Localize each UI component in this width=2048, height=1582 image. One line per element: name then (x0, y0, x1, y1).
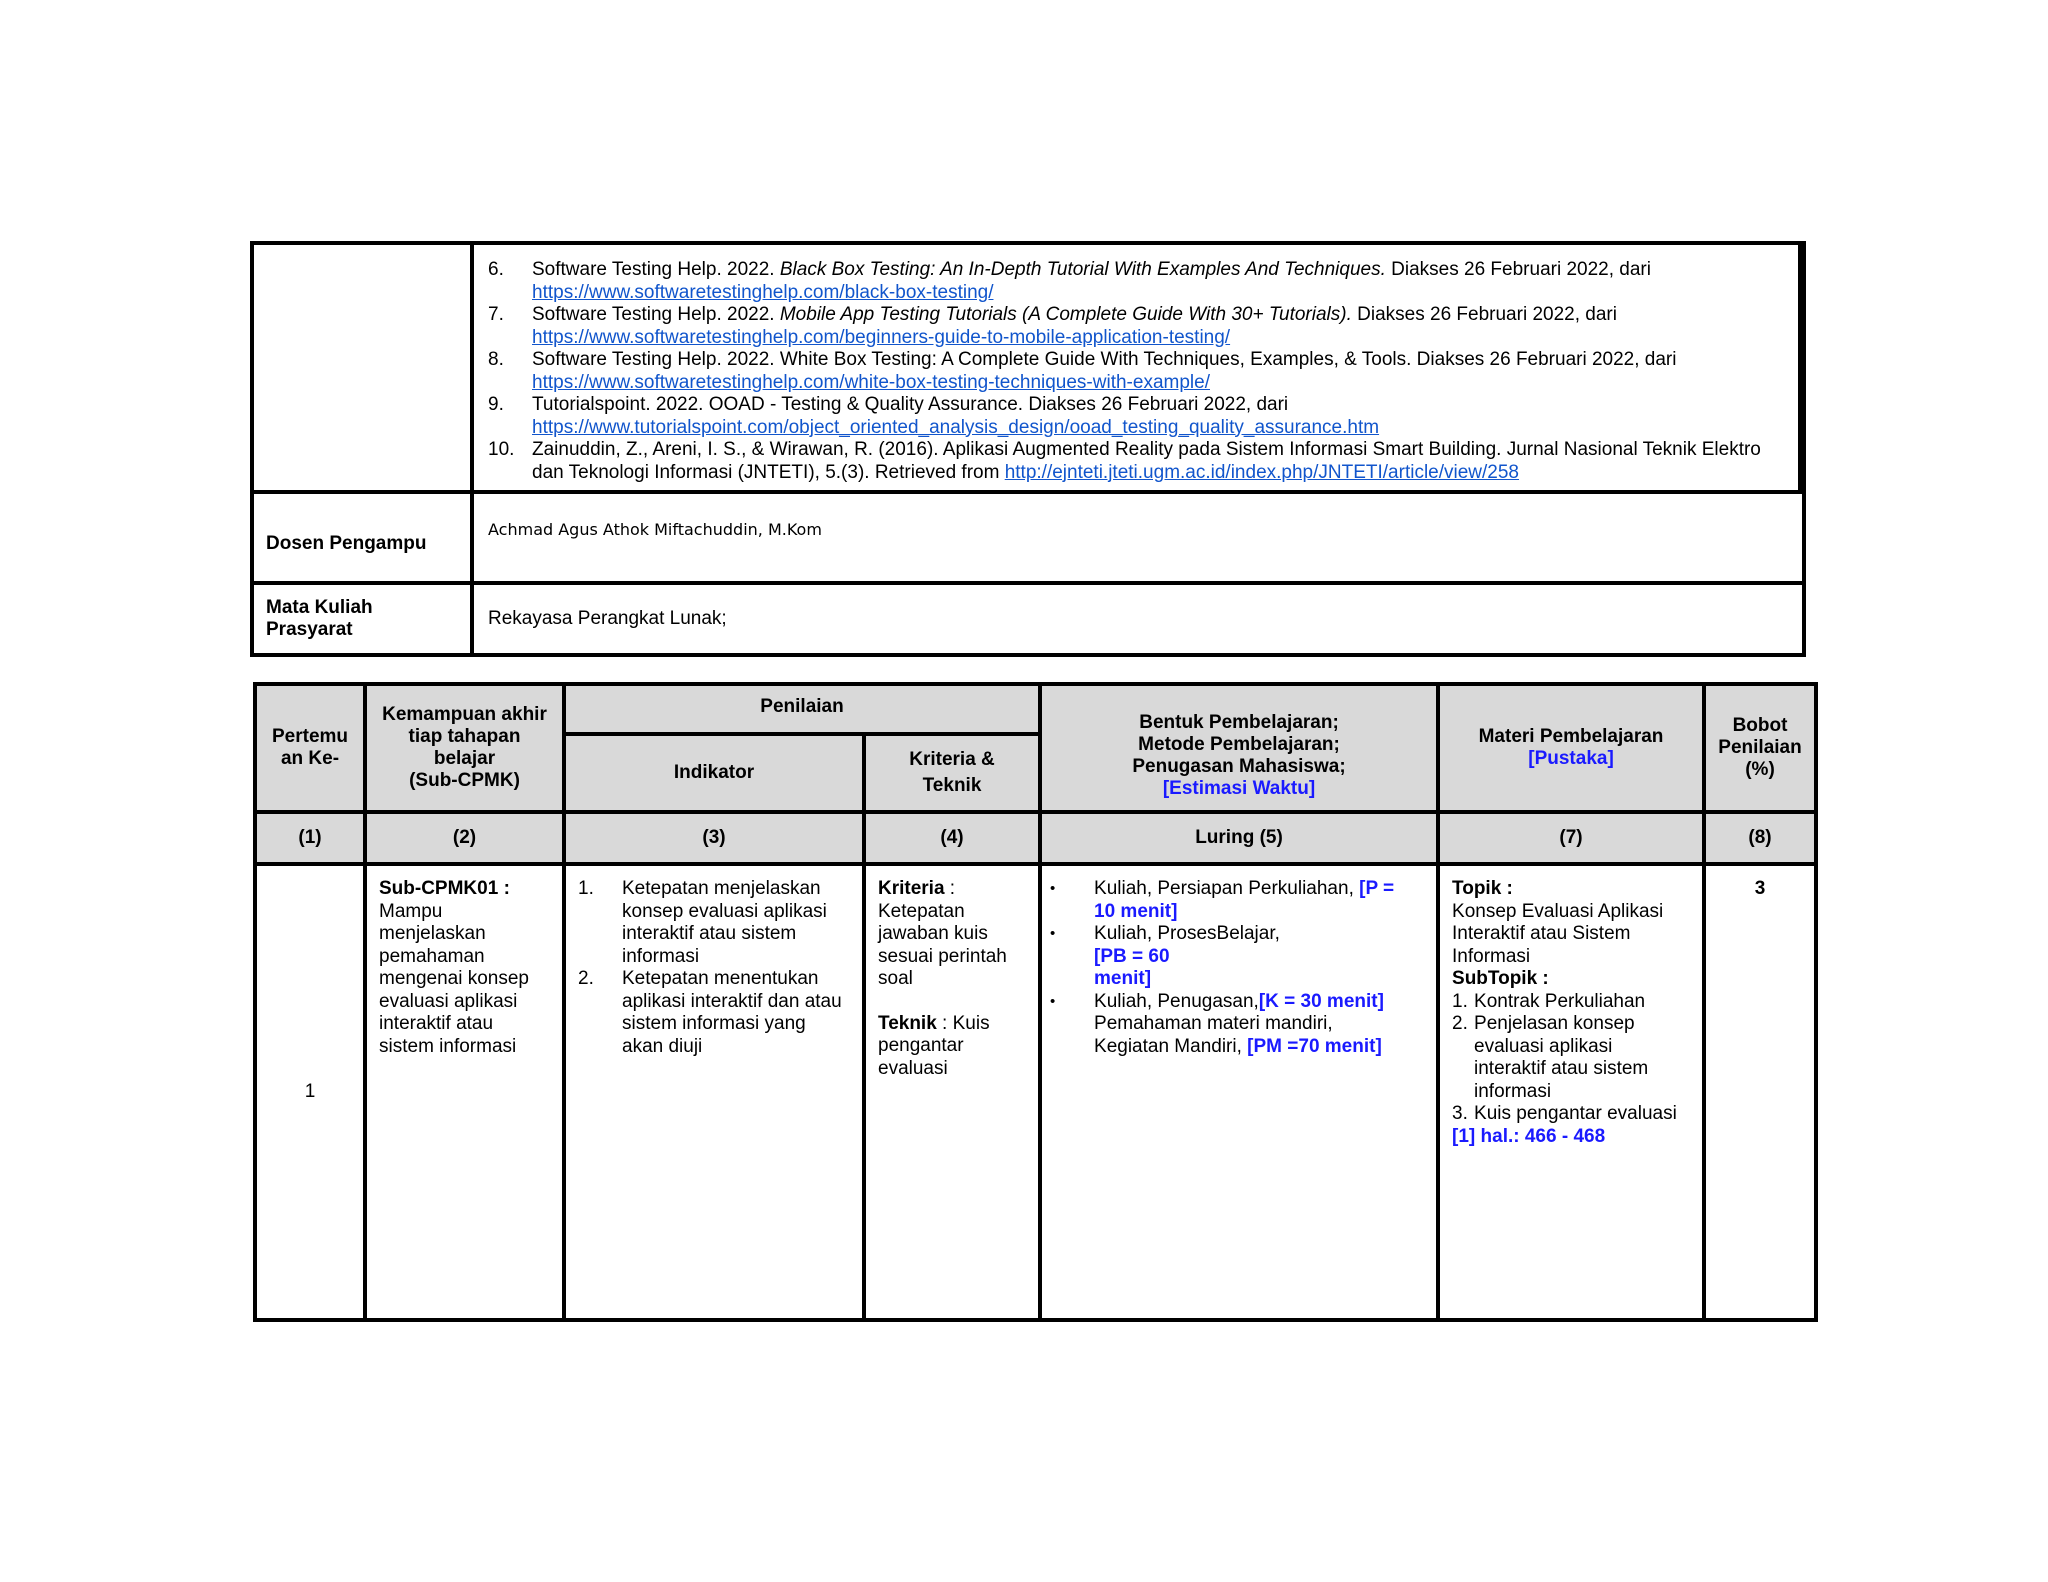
kriteria-text (878, 901, 1026, 991)
references-list (488, 259, 1784, 484)
prasyarat-row (250, 585, 1806, 657)
reference-item (488, 349, 1784, 394)
header-line: tiap tahapan (408, 726, 521, 747)
teknik-line: pengantar (878, 1035, 964, 1056)
bentuk-line (1094, 1036, 1384, 1059)
bentuk-line (1094, 878, 1394, 901)
reference-link[interactable]: https://www.softwaretestinghelp.com/black-box-testing/ (532, 281, 994, 303)
bentuk-text (1094, 923, 1280, 991)
subtopik-item (1452, 991, 1690, 1014)
item-line: Kontrak Perkuliahan (1474, 990, 1646, 1012)
indikator-item (578, 968, 850, 1058)
bentuk-desc: Kuliah, ProsesBelajar, (1094, 923, 1280, 944)
header-pertemuan (255, 684, 365, 812)
reference-number: 10. (488, 439, 515, 460)
reference-body (532, 259, 1784, 304)
subcpmk-line: evaluasi aplikasi (379, 990, 518, 1012)
item-text (1474, 1013, 1648, 1103)
item-number: 2. (578, 968, 594, 989)
bentuk-estimate: 10 menit] (1094, 900, 1178, 922)
item-line: informasi (1474, 1080, 1552, 1102)
kriteria-label: Kriteria (878, 878, 945, 899)
reference-body (532, 394, 1784, 439)
bentuk-estimate: [PM =70 menit] (1247, 1035, 1382, 1057)
header-line: [Pustaka] (1528, 748, 1614, 769)
reference-body (532, 304, 1784, 349)
bentuk-desc: Kegiatan Mandiri, (1094, 1035, 1248, 1057)
indikator-list (578, 878, 850, 1058)
header-line: Bobot (1732, 715, 1788, 736)
item-line: Kuis pengantar evaluasi (1474, 1103, 1677, 1124)
subcpmk-text (379, 901, 550, 1059)
rps-table (253, 682, 1818, 1322)
header-line: an Ke- (280, 748, 340, 769)
teknik-line: evaluasi (878, 1057, 948, 1079)
subtopik-item (1452, 1013, 1690, 1103)
item-line: interaktif atau sistem (1474, 1058, 1649, 1079)
subcpmk-line: Mampu (379, 900, 443, 922)
header-line: Kemampuan akhir (382, 704, 547, 725)
teknik-first: : Kuis (936, 1012, 990, 1034)
prasyarat-label-line: Mata Kuliah (266, 597, 373, 618)
col-number: Luring (5) (1040, 812, 1438, 864)
bentuk-text (1094, 878, 1394, 923)
col-number: (1) (255, 812, 365, 864)
item-line: sistem informasi yang (622, 1013, 806, 1034)
item-line: interaktif atau sistem (622, 923, 797, 944)
item-text (1474, 1103, 1677, 1126)
item-number: 2. (1452, 1013, 1468, 1034)
cell-pertemuan (255, 864, 365, 1320)
header-line: Teknik (922, 775, 982, 796)
bullet-icon: • (1050, 992, 1056, 1010)
bobot-value: 3 (1754, 878, 1766, 899)
header-materi (1438, 684, 1704, 812)
item-text (622, 968, 842, 1058)
reference-item (488, 394, 1784, 439)
pustaka-ref: [1] hal.: 466 - 468 (1452, 1125, 1606, 1147)
reference-text: Zainuddin, Z., Areni, I. S., & Wirawan, R. (2016). Aplikasi Augmented Reality pada Sistem Informasi Smart Building. Jurnal Nasional Teknik Elektro dan Teknologi Informasi (JNTETI), 5.(3). Retrieved from (532, 439, 1761, 483)
item-number: 3. (1452, 1103, 1468, 1124)
bentuk-line (1094, 923, 1280, 946)
reference-number: 6. (488, 259, 504, 280)
bullet-icon: • (1050, 925, 1056, 942)
reference-number: 9. (488, 394, 504, 415)
kriteria-line: Ketepatan (878, 900, 965, 922)
header-indikator: Indikator (564, 734, 864, 812)
bentuk-item (1050, 991, 1424, 1059)
references-label-cell (254, 245, 474, 490)
kriteria-line: sesuai perintah (878, 945, 1007, 967)
reference-body (532, 439, 1784, 484)
indikator-item (578, 878, 850, 968)
kriteria-sep: : (944, 878, 956, 899)
reference-text: Diakses 26 Februari 2022, dari (1351, 304, 1617, 325)
header-line: [Estimasi Waktu] (1162, 777, 1316, 799)
col-number: (3) (564, 812, 864, 864)
reference-text: Software Testing Help. 2022. White Box Testing: A Complete Guide With Techniques, Examples, & Tools. Diakses 26 Februari 2022, dari (532, 349, 1677, 370)
reference-text: Diakses 26 Februari 2022, dari (1385, 259, 1651, 280)
header-penilaian: Penilaian (564, 684, 1040, 734)
item-number: 1. (1452, 990, 1468, 1012)
kriteria-line: jawaban kuis (878, 923, 988, 944)
reference-item (488, 439, 1784, 484)
bentuk-line (1094, 991, 1384, 1014)
item-text (1474, 991, 1645, 1014)
header-bobot (1704, 684, 1816, 812)
subcpmk-line: menjelaskan (379, 923, 486, 944)
reference-text: Software Testing Help. 2022. (532, 259, 780, 280)
header-bentuk (1040, 684, 1438, 812)
col-number: (7) (1438, 812, 1704, 864)
reference-title: Black Box Testing: An In-Depth Tutorial With Examples And Techniques. (779, 259, 1386, 280)
item-line: Penjelasan konsep (1474, 1013, 1635, 1034)
topik-line: Konsep Evaluasi Aplikasi (1452, 900, 1664, 922)
item-line: akan diuji (622, 1035, 703, 1057)
cell-bentuk (1040, 864, 1438, 1320)
dosen-label: Dosen Pengampu (254, 494, 474, 581)
header-kriteria (864, 734, 1040, 812)
header-line: Metode Pembelajaran; (1138, 733, 1340, 755)
references-row (250, 241, 1806, 494)
reference-item (488, 304, 1784, 349)
references-cell (474, 245, 1802, 490)
subcpmk-line: sistem informasi (379, 1035, 517, 1057)
header-line: Penilaian (1718, 737, 1802, 758)
prasyarat-value: Rekayasa Perangkat Lunak; (488, 608, 727, 629)
topik-label: Topik : (1452, 878, 1513, 899)
header-line: Materi Pembelajaran (1478, 726, 1664, 747)
subcpmk-line: interaktif atau (379, 1013, 494, 1034)
header-line: Penugasan Mahasiswa; (1132, 755, 1346, 777)
bentuk-list (1050, 878, 1424, 1058)
kriteria-line: soal (878, 968, 913, 989)
header-line: Kriteria & (909, 749, 995, 770)
header-kemampuan (365, 684, 564, 812)
item-line: Ketepatan menjelaskan (622, 878, 821, 899)
bentuk-item (1050, 878, 1424, 923)
reference-link[interactable]: https://www.softwaretestinghelp.com/beginners-guide-to-mobile-application-testing/ (532, 326, 1231, 348)
subtopik-list (1452, 991, 1690, 1126)
topik-line: Informasi (1452, 945, 1531, 967)
course-info-table (250, 241, 1806, 657)
reference-link[interactable]: http://ejnteti.jteti.ugm.ac.id/index.php/JNTETI/article/view/258 (1004, 461, 1520, 483)
bentuk-estimate: [P = (1359, 878, 1395, 899)
header-line: Pertemu (271, 726, 349, 747)
topik-line: Interaktif atau Sistem (1452, 923, 1631, 944)
prasyarat-label-line: Prasyarat (266, 619, 353, 640)
table-row (255, 864, 1816, 1320)
subcpmk-line: mengenai konsep (379, 968, 529, 989)
bentuk-desc: Kuliah, Penugasan, (1094, 990, 1259, 1012)
pertemuan-number: 1 (304, 1080, 316, 1102)
item-line: aplikasi interaktif dan atau (622, 990, 842, 1012)
bentuk-estimate: menit] (1094, 968, 1152, 989)
reference-title: Mobile App Testing Tutorials (A Complete Guide With 30+ Tutorials). (779, 304, 1352, 325)
header-line: (%) (1745, 759, 1775, 780)
bentuk-line: Pemahaman materi mandiri, (1094, 1013, 1333, 1034)
topik-text (1452, 901, 1690, 969)
bentuk-item (1050, 923, 1424, 991)
reference-link[interactable]: https://www.tutorialspoint.com/object_oriented_analysis_design/ooad_testing_quality_assurance.htm (532, 416, 1380, 438)
item-line: Ketepatan menentukan (622, 968, 819, 989)
dosen-value: Achmad Agus Athok Miftachuddin, M.Kom (488, 520, 822, 539)
header-line: belajar (433, 748, 496, 769)
cell-subcpmk (365, 864, 564, 1320)
cell-bobot (1704, 864, 1816, 1320)
item-line: konsep evaluasi aplikasi (622, 900, 827, 922)
item-number: 1. (578, 878, 594, 899)
reference-number: 8. (488, 349, 504, 370)
col-number: (8) (1704, 812, 1816, 864)
reference-text: Tutorialspoint. 2022. OOAD - Testing & Quality Assurance. Diakses 26 Februari 2022, dari (532, 394, 1289, 415)
teknik-label: Teknik (878, 1012, 937, 1034)
bentuk-estimate: [PB = 60 (1094, 945, 1170, 967)
bentuk-estimate: [K = 30 menit] (1258, 990, 1384, 1012)
subcpmk-line: pemahaman (379, 945, 485, 967)
reference-item (488, 259, 1784, 304)
item-line: evaluasi aplikasi (1474, 1035, 1613, 1057)
reference-body (532, 349, 1784, 394)
bentuk-text (1094, 991, 1384, 1059)
prasyarat-label (254, 585, 474, 653)
col-number: (2) (365, 812, 564, 864)
header-line: (Sub-CPMK) (409, 770, 520, 791)
bentuk-desc: Kuliah, Persiapan Perkuliahan, (1094, 878, 1360, 899)
subtopik-label: SubTopik : (1452, 968, 1549, 989)
cell-indikator (564, 864, 864, 1320)
cell-kriteria (864, 864, 1040, 1320)
item-line: informasi (622, 945, 700, 967)
cell-materi (1438, 864, 1704, 1320)
subcpmk-title: Sub-CPMK01 : (379, 878, 510, 899)
dosen-row (250, 494, 1806, 585)
bullet-icon: • (1050, 880, 1056, 897)
col-number: (4) (864, 812, 1040, 864)
header-line: Bentuk Pembelajaran; (1139, 711, 1339, 733)
item-text (622, 878, 827, 968)
reference-link[interactable]: https://www.softwaretestinghelp.com/white-box-testing-techniques-with-example/ (532, 371, 1210, 393)
reference-number: 7. (488, 304, 504, 325)
subtopik-item (1452, 1103, 1690, 1126)
teknik-text (878, 1035, 1026, 1080)
reference-text: Software Testing Help. 2022. (532, 304, 780, 325)
